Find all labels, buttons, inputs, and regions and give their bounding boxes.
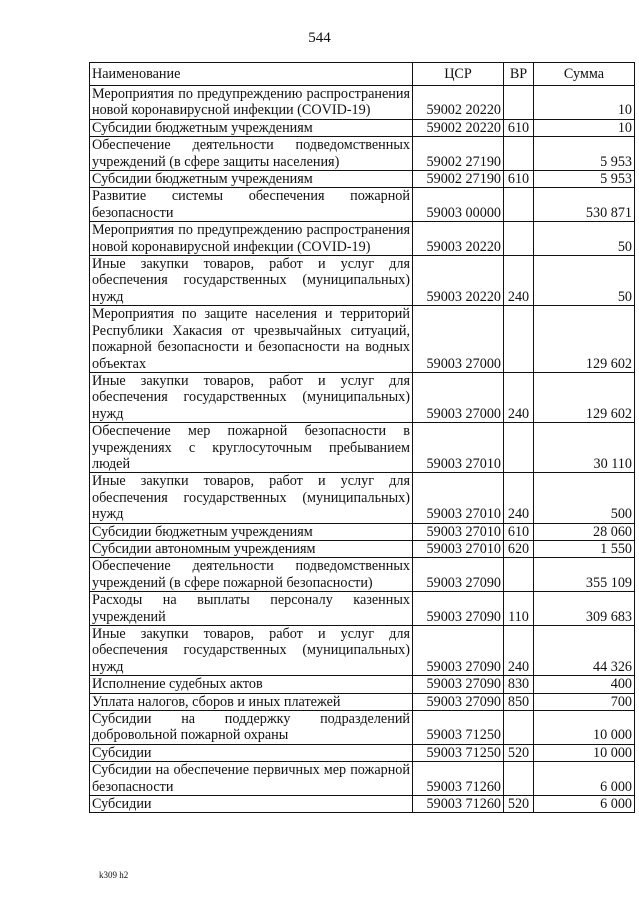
- row-csr-cell: 59003 27010: [413, 423, 504, 473]
- row-name-cell: Уплата налогов, сборов и иных платежей: [90, 693, 413, 710]
- row-vr-cell: 520: [504, 744, 534, 761]
- row-name-cell: Иные закупки товаров, работ и услуг для обеспечения государственных (муниципальных) нужд: [90, 256, 413, 306]
- row-name-cell: Субсидии: [90, 744, 413, 761]
- header-sum: Сумма: [534, 63, 635, 86]
- table-row: [90, 711, 635, 745]
- row-csr-cell: 59003 27090: [413, 676, 504, 693]
- row-vr-cell: [504, 558, 534, 592]
- table-row: [90, 796, 635, 813]
- row-sum-cell: 28 060: [534, 523, 635, 540]
- table-row: [90, 676, 635, 693]
- row-csr-cell: 59003 27010: [413, 540, 504, 557]
- row-name-cell: Мероприятия по предупреждению распространения новой коронавирусной инфекции (COVID-19): [90, 222, 413, 256]
- row-sum-cell: 10: [534, 86, 635, 120]
- row-name-cell: Обеспечение деятельности подведомственных учреждений (в сфере защиты населения): [90, 137, 413, 171]
- row-csr-cell: 59003 00000: [413, 188, 504, 222]
- row-sum-cell: 700: [534, 693, 635, 710]
- row-sum-cell: 129 602: [534, 306, 635, 373]
- row-vr-cell: 830: [504, 676, 534, 693]
- row-name-cell: Субсидии бюджетным учреждениям: [90, 171, 413, 188]
- row-csr-cell: 59003 27000: [413, 372, 504, 422]
- row-vr-cell: [504, 222, 534, 256]
- header-csr: ЦСР: [413, 63, 504, 86]
- table-row: [90, 222, 635, 256]
- table-row: [90, 744, 635, 761]
- row-vr-cell: 240: [504, 473, 534, 523]
- row-sum-cell: 50: [534, 222, 635, 256]
- table-row: [90, 119, 635, 136]
- header-vr: ВР: [504, 63, 534, 86]
- table-row: [90, 762, 635, 796]
- row-name-cell: Иные закупки товаров, работ и услуг для обеспечения государственных (муниципальных) нужд: [90, 473, 413, 523]
- budget-table: [89, 62, 635, 813]
- row-sum-cell: 30 110: [534, 423, 635, 473]
- row-name-cell: Субсидии автономным учреждениям: [90, 540, 413, 557]
- table-row: [90, 372, 635, 422]
- table-row: [90, 558, 635, 592]
- row-vr-cell: 520: [504, 796, 534, 813]
- row-sum-cell: 10 000: [534, 744, 635, 761]
- row-sum-cell: 50: [534, 256, 635, 306]
- row-csr-cell: 59003 27090: [413, 626, 504, 676]
- footer-code: k309 h2: [99, 870, 129, 880]
- table-row: [90, 137, 635, 171]
- table-row: [90, 306, 635, 373]
- row-name-cell: Расходы на выплаты персоналу казенных учреждений: [90, 592, 413, 626]
- table-row: [90, 626, 635, 676]
- row-sum-cell: 10: [534, 119, 635, 136]
- row-csr-cell: 59003 27010: [413, 473, 504, 523]
- row-vr-cell: [504, 762, 534, 796]
- table-row: [90, 540, 635, 557]
- row-name-cell: Субсидии: [90, 796, 413, 813]
- row-name-cell: Мероприятия по предупреждению распространения новой коронавирусной инфекции (COVID-19): [90, 86, 413, 120]
- page-number: 544: [308, 30, 331, 46]
- row-sum-cell: 530 871: [534, 188, 635, 222]
- row-csr-cell: 59003 20220: [413, 222, 504, 256]
- row-name-cell: Обеспечение деятельности подведомственных учреждений (в сфере пожарной безопасности): [90, 558, 413, 592]
- row-csr-cell: 59003 27090: [413, 592, 504, 626]
- table-row: [90, 256, 635, 306]
- row-csr-cell: 59003 27090: [413, 558, 504, 592]
- row-csr-cell: 59003 71250: [413, 744, 504, 761]
- row-sum-cell: 309 683: [534, 592, 635, 626]
- row-vr-cell: [504, 423, 534, 473]
- row-name-cell: Субсидии на обеспечение первичных мер пожарной безопасности: [90, 762, 413, 796]
- row-sum-cell: 6 000: [534, 762, 635, 796]
- row-vr-cell: [504, 711, 534, 745]
- row-name-cell: Субсидии бюджетным учреждениям: [90, 523, 413, 540]
- row-csr-cell: 59003 27010: [413, 523, 504, 540]
- row-vr-cell: 610: [504, 171, 534, 188]
- row-vr-cell: [504, 188, 534, 222]
- row-vr-cell: 240: [504, 256, 534, 306]
- row-name-cell: Иные закупки товаров, работ и услуг для обеспечения государственных (муниципальных) нужд: [90, 626, 413, 676]
- row-csr-cell: 59003 71250: [413, 711, 504, 745]
- row-sum-cell: 129 602: [534, 372, 635, 422]
- row-name-cell: Обеспечение мер пожарной безопасности в учреждениях с круглосуточным пребыванием людей: [90, 423, 413, 473]
- row-name-cell: Мероприятия по защите населения и территорий Республики Хакасия от чрезвычайных ситуаций, пожарной безопасности и безопасности на водных объектах: [90, 306, 413, 373]
- row-name-cell: Субсидии на поддержку подразделений добровольной пожарной охраны: [90, 711, 413, 745]
- row-sum-cell: 5 953: [534, 137, 635, 171]
- row-csr-cell: 59003 71260: [413, 796, 504, 813]
- row-sum-cell: 44 326: [534, 626, 635, 676]
- row-vr-cell: [504, 86, 534, 120]
- row-vr-cell: 110: [504, 592, 534, 626]
- row-name-cell: Иные закупки товаров, работ и услуг для обеспечения государственных (муниципальных) нужд: [90, 372, 413, 422]
- table-row: [90, 86, 635, 120]
- row-vr-cell: 610: [504, 523, 534, 540]
- row-vr-cell: 850: [504, 693, 534, 710]
- row-csr-cell: 59003 27000: [413, 306, 504, 373]
- row-name-cell: Субсидии бюджетным учреждениям: [90, 119, 413, 136]
- row-csr-cell: 59002 27190: [413, 137, 504, 171]
- row-vr-cell: [504, 137, 534, 171]
- row-csr-cell: 59002 20220: [413, 86, 504, 120]
- row-csr-cell: 59003 20220: [413, 256, 504, 306]
- table-row: [90, 693, 635, 710]
- table-row: [90, 473, 635, 523]
- row-vr-cell: 620: [504, 540, 534, 557]
- row-vr-cell: 240: [504, 372, 534, 422]
- row-vr-cell: 610: [504, 119, 534, 136]
- row-name-cell: Развитие системы обеспечения пожарной безопасности: [90, 188, 413, 222]
- row-sum-cell: 500: [534, 473, 635, 523]
- row-sum-cell: 5 953: [534, 171, 635, 188]
- table-row: [90, 423, 635, 473]
- row-sum-cell: 355 109: [534, 558, 635, 592]
- row-name-cell: Исполнение судебных актов: [90, 676, 413, 693]
- row-vr-cell: 240: [504, 626, 534, 676]
- row-csr-cell: 59002 27190: [413, 171, 504, 188]
- row-sum-cell: 1 550: [534, 540, 635, 557]
- row-vr-cell: [504, 306, 534, 373]
- table-row: [90, 171, 635, 188]
- row-sum-cell: 400: [534, 676, 635, 693]
- table-row: [90, 188, 635, 222]
- table-header-row: [90, 63, 635, 86]
- table-row: [90, 523, 635, 540]
- row-csr-cell: 59002 20220: [413, 119, 504, 136]
- row-sum-cell: 6 000: [534, 796, 635, 813]
- table-body: [90, 86, 635, 813]
- table-row: [90, 592, 635, 626]
- header-name: Наименование: [90, 63, 413, 86]
- row-csr-cell: 59003 71260: [413, 762, 504, 796]
- row-csr-cell: 59003 27090: [413, 693, 504, 710]
- row-sum-cell: 10 000: [534, 711, 635, 745]
